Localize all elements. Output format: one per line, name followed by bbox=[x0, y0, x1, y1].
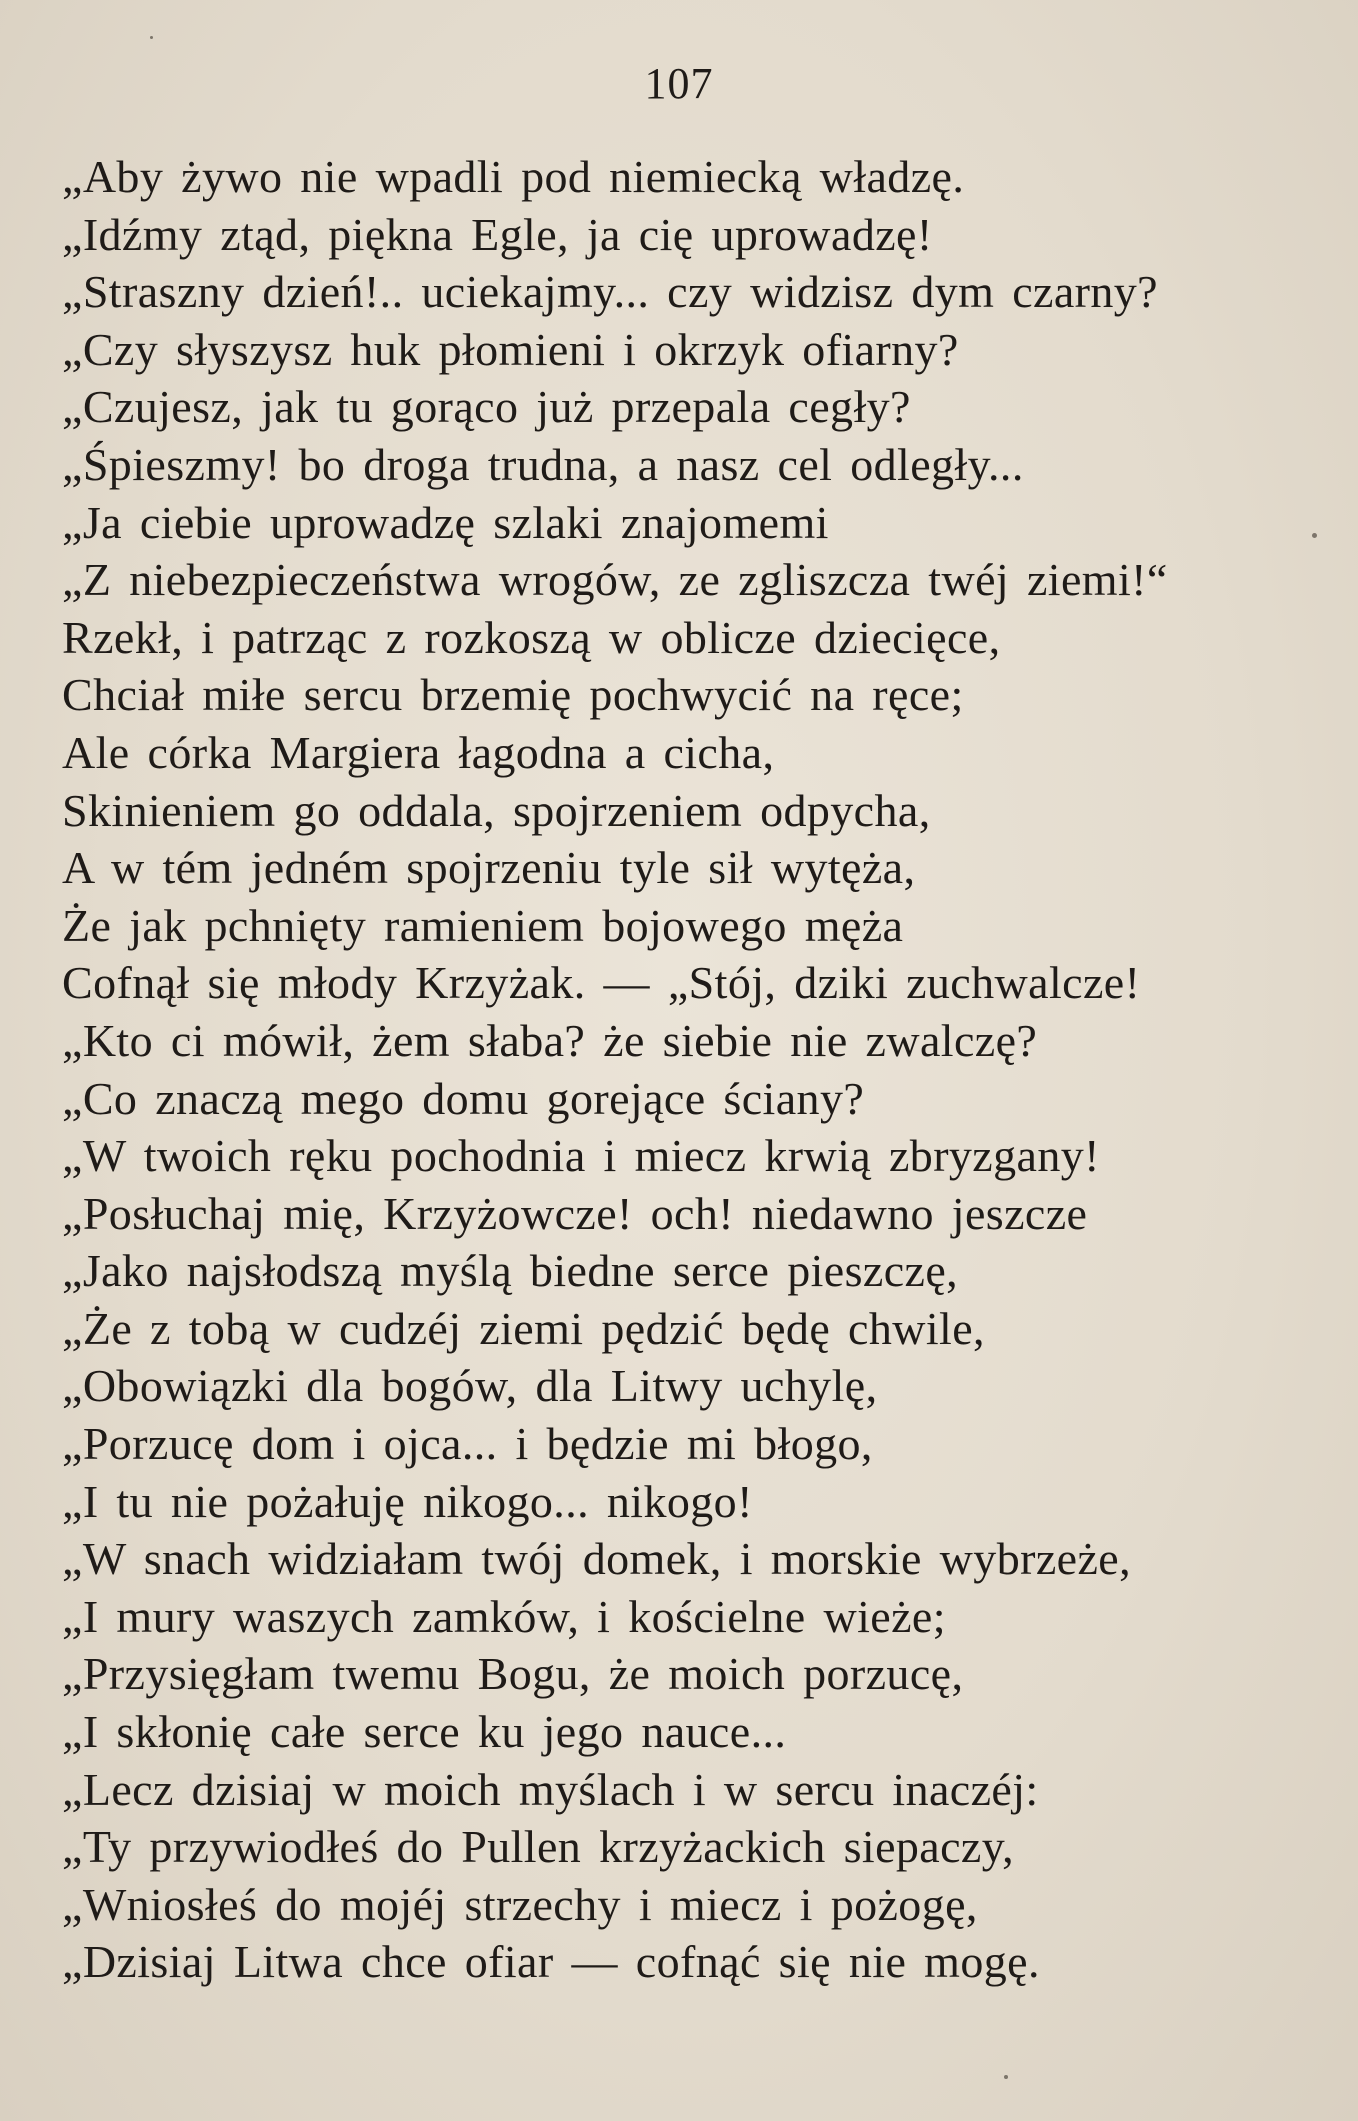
poem-line: „Aby żywo nie wpadli pod niemiecką władzę. bbox=[62, 151, 965, 202]
poem-line: „W twoich ręku pochodnia i miecz krwią zbryzgany! bbox=[62, 1130, 1100, 1182]
poem-line: A w tém jedném spojrzeniu tyle sił wytęża, bbox=[62, 842, 916, 894]
poem-line: „Jako najsłodszą myślą biedne serce pieszczę, bbox=[62, 1245, 959, 1297]
poem-line: Ale córka Margiera łagodna a cicha, bbox=[62, 726, 775, 778]
poem-line: „I skłonię całe serce ku jego nauce... bbox=[62, 1706, 787, 1758]
paper-speck bbox=[150, 36, 153, 39]
poem-line: „Co znaczą mego domu gorejące ściany? bbox=[62, 1072, 865, 1124]
poem-line: „Straszny dzień!.. uciekajmy... czy widzisz dym czarny? bbox=[62, 266, 1158, 318]
poem-line: „Idźmy ztąd, piękna Egle, ja cię uprowadzę! bbox=[62, 208, 933, 260]
poem-line: „Posłuchaj mię, Krzyżowcze! och! niedawno jeszcze bbox=[62, 1187, 1088, 1239]
poem-line: „Ja ciebie uprowadzę szlaki znajomemi bbox=[62, 496, 829, 548]
poem-line: „Śpieszmy! bo droga trudna, a nasz cel odległy... bbox=[62, 438, 1024, 490]
poem-line: „Obowiązki dla bogów, dla Litwy uchylę, bbox=[62, 1360, 878, 1412]
page-number: 107 bbox=[644, 59, 714, 108]
poem-line: Rzekł, i patrząc z rozkoszą w oblicze dziecięce, bbox=[62, 611, 1001, 663]
poem-line: „Że z tobą w cudzéj ziemi pędzić będę chwile, bbox=[62, 1302, 985, 1354]
poem-line: „Kto ci mówił, żem słaba? że siebie nie zwalczę? bbox=[62, 1014, 1038, 1066]
poem-line: „Wniosłeś do mojéj strzechy i miecz i pożogę, bbox=[62, 1878, 978, 1930]
poem-line: Cofnął się młody Krzyżak. — „Stój, dziki zuchwalcze! bbox=[62, 957, 1141, 1009]
poem-line: „Ty przywiodłeś do Pullen krzyżackich siepaczy, bbox=[62, 1821, 1015, 1873]
poem-line: Że jak pchnięty ramieniem bojowego męża bbox=[62, 899, 904, 951]
poem-line: „Z niebezpieczeństwa wrogów, ze zgliszcza twéj ziemi!“ bbox=[62, 554, 1168, 606]
poem-line: Skinieniem go oddala, spojrzeniem odpycha, bbox=[62, 784, 931, 836]
poem-line: Chciał miłe sercu brzemię pochwycić na ręce; bbox=[62, 669, 964, 721]
poem-text bbox=[62, 148, 1312, 1991]
paper-speck bbox=[1004, 2075, 1008, 2079]
poem-line: „Dzisiaj Litwa chce ofiar — cofnąć się nie mogę. bbox=[62, 1936, 1040, 1988]
poem-line: „Przysięgłam twemu Bogu, że moich porzucę, bbox=[62, 1648, 964, 1700]
poem-line: „Porzucę dom i ojca... i będzie mi błogo, bbox=[62, 1418, 873, 1470]
paper-speck bbox=[1312, 533, 1317, 538]
poem-line: „Czujesz, jak tu gorąco już przepala cegły? bbox=[62, 381, 911, 433]
poem-line: „I mury waszych zamków, i kościelne wieże; bbox=[62, 1590, 946, 1642]
poem-line: „Czy słyszysz huk płomieni i okrzyk ofiarny? bbox=[62, 323, 959, 375]
poem-line: „W snach widziałam twój domek, i morskie wybrzeże, bbox=[62, 1533, 1131, 1585]
poem-line: „Lecz dzisiaj w moich myślach i w sercu inaczéj: bbox=[62, 1763, 1039, 1815]
poem-line: „I tu nie pożałuję nikogo... nikogo! bbox=[62, 1475, 753, 1527]
